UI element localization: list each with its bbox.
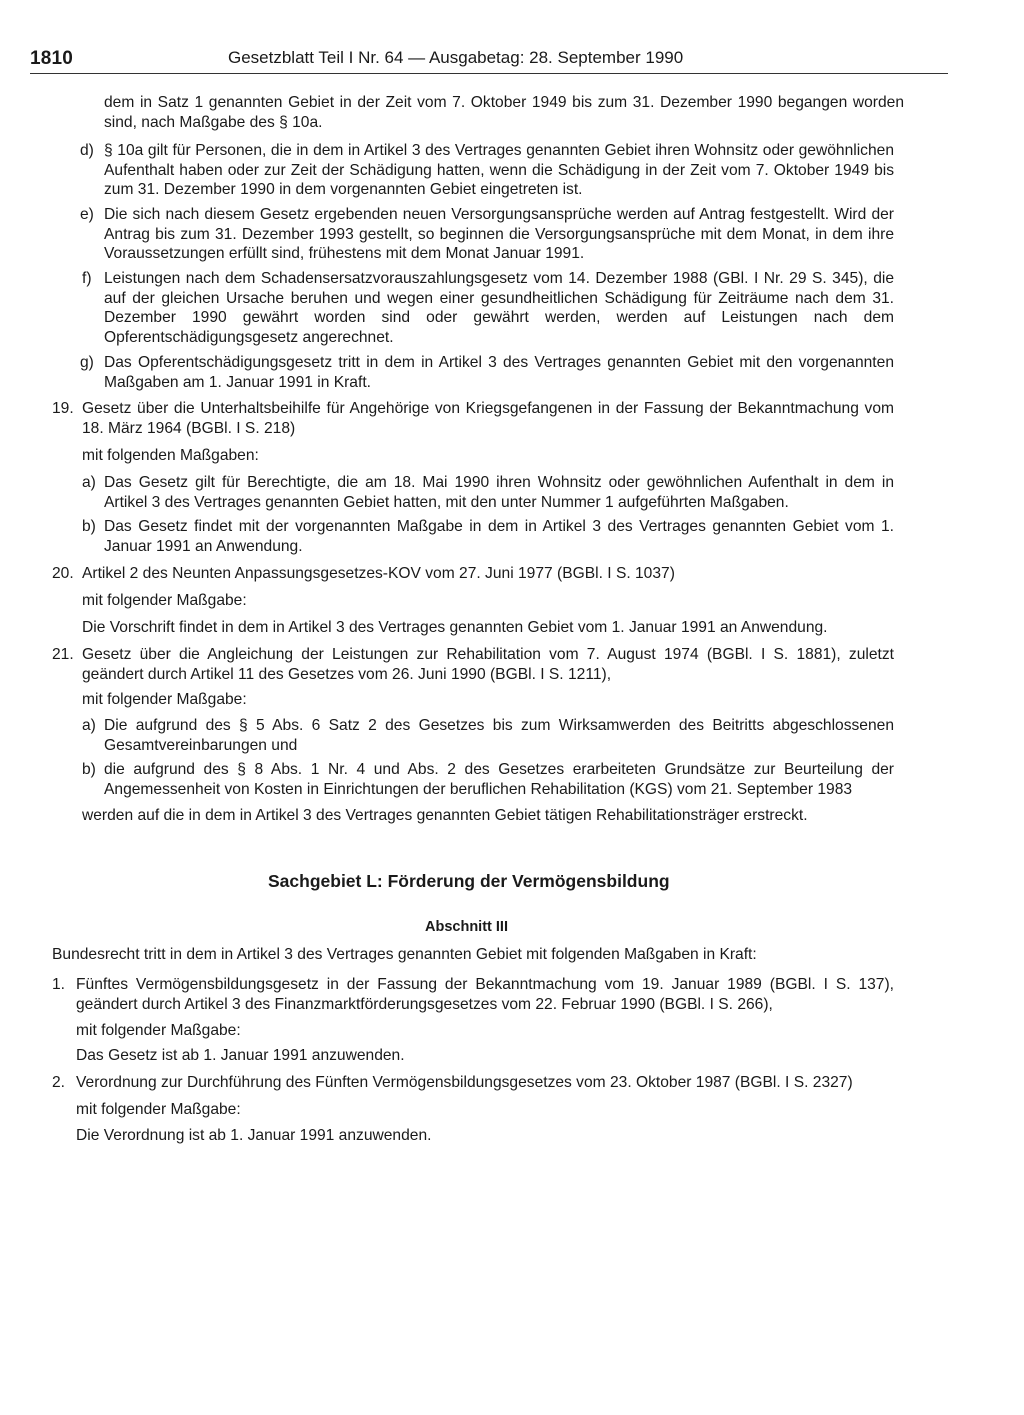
- item-f-text: Leistungen nach dem Schadensersatzvorauszahlungsgesetz vom 14. Dezember 1988 (GBl. I Nr. 29 S. 345), die auf der gleichen Ursache beruhen und wegen einer gesundheitlichen Schädigung für Zeiträume nach dem 31. Dezember 1990 gewährt worden sind oder gewährt werden, werden auf Leistungen nach dem Opferentschädigungsgesetz angerechnet.: [104, 270, 894, 346]
- item-e-text: Die sich nach diesem Gesetz ergebenden neuen Versorgungsansprüche werden auf Antrag festgestellt. Wird der Antrag bis zum 31. Dezember 1993 gestellt, so beginnen die Versorgungsansprüche mit dem Monat, in dem ihre Voraussetzungen erfüllt sind, frühestens mit dem Monat Januar 1991.: [104, 206, 894, 262]
- section-item-1-lead: mit folgender Maßgabe:: [76, 1022, 241, 1039]
- item-19a-text: Das Gesetz gilt für Berechtigte, die am 18. Mai 1990 ihren Wohnsitz oder gewöhnlichen Aufenthalt in dem in Artikel 3 des Vertrages genannten Gebiet hatten, mit den unter Nummer 1 aufgeführten Maßgaben.: [104, 474, 894, 511]
- item-19-lead: mit folgenden Maßgaben:: [82, 447, 259, 464]
- section-title: Sachgebiet L: Förderung der Vermögensbildung: [268, 871, 670, 891]
- section-item-1-text: Fünftes Vermögensbildungsgesetz in der Fassung der Bekanntmachung vom 19. Januar 1989 (BGBl. I S. 137), geändert durch Artikel 3 des Finanzmarktförderungsgesetzes vom 22. Februar 1990 (BGBl. I S. 266),: [76, 976, 894, 1013]
- running-head: Gesetzblatt Teil I Nr. 64 — Ausgabetag: 28. September 1990: [228, 48, 684, 67]
- item-marker: b): [82, 761, 96, 778]
- item-21a-text: Die aufgrund des § 5 Abs. 6 Satz 2 des Gesetzes bis zum Wirksamwerden des Beitritts abgeschlossenen Gesamtvereinbarungen und: [104, 717, 894, 754]
- item-d-text: § 10a gilt für Personen, die in dem in Artikel 3 des Vertrages genannten Gebiet ihren Wohnsitz oder gewöhnlichen Aufenthalt haben oder zur Zeit der Schädigung hatten, wenn die Schädigung in der Zeit vom 7. Oktober 1949 bis zum 31. Dezember 1990 in dem vorgenannten Gebiet eingetreten ist.: [104, 142, 894, 198]
- header-rule: [30, 73, 948, 74]
- item-marker: g): [80, 354, 94, 371]
- item-20-text: Artikel 2 des Neunten Anpassungsgesetzes-KOV vom 27. Juni 1977 (BGBl. I S. 1037): [82, 565, 675, 582]
- section-item-1-rule: Das Gesetz ist ab 1. Januar 1991 anzuwenden.: [76, 1047, 405, 1064]
- item-g-text: Das Opferentschädigungsgesetz tritt in dem in Artikel 3 des Vertrages genannten Gebiet mit den vorgenannten Maßgaben am 1. Januar 1991 in Kraft.: [104, 354, 894, 391]
- item-number: 21.: [52, 646, 74, 663]
- item-20-rule: Die Vorschrift findet in dem in Artikel 3 des Vertrages genannten Gebiet vom 1. Januar 1991 an Anwendung.: [82, 619, 828, 636]
- page-number: 1810: [30, 48, 74, 69]
- item-number: 2.: [52, 1074, 66, 1091]
- item-21-closing: werden auf die in dem in Artikel 3 des Vertrages genannten Gebiet tätigen Rehabilitationsträger erstreckt.: [82, 807, 808, 824]
- page-header: [30, 48, 948, 74]
- section-item-2-rule: Die Verordnung ist ab 1. Januar 1991 anzuwenden.: [76, 1127, 432, 1144]
- item-20-lead: mit folgender Maßgabe:: [82, 592, 247, 609]
- item-21-lead: mit folgender Maßgabe:: [82, 691, 247, 708]
- item-19-text: Gesetz über die Unterhaltsbeihilfe für Angehörige von Kriegsgefangenen in der Fassung der Bekanntmachung vom 18. März 1964 (BGBl. I S. 218): [82, 400, 894, 437]
- item-number: 19.: [52, 400, 74, 417]
- section-item-2-lead: mit folgender Maßgabe:: [76, 1101, 241, 1118]
- paragraph-continuation: dem in Satz 1 genannten Gebiet in der Zeit vom 7. Oktober 1949 bis zum 31. Dezember 1990 begangen worden sind, nach Maßgabe des § 10a.: [104, 94, 904, 131]
- item-marker: e): [80, 206, 94, 223]
- item-21b-text: die aufgrund des § 8 Abs. 1 Nr. 4 und Abs. 2 des Gesetzes erarbeiteten Grundsätze zur Beurteilung der Angemessenheit von Kosten in Einrichtungen der beruflichen Rehabilitation (KGS) vom 21. September 1983: [104, 761, 894, 798]
- item-19b-text: Das Gesetz findet mit der vorgenannten Maßgabe in dem in Artikel 3 des Vertrages genannten Gebiet vom 1. Januar 1991 an Anwendung.: [104, 518, 894, 555]
- item-marker: f): [82, 270, 92, 287]
- item-21-text: Gesetz über die Angleichung der Leistungen zur Rehabilitation vom 7. August 1974 (BGBl. I S. 1881), zuletzt geändert durch Artikel 11 des Gesetzes vom 26. Juni 1990 (BGBl. I S. 1211),: [82, 646, 894, 683]
- item-number: 20.: [52, 565, 74, 582]
- section-intro: Bundesrecht tritt in dem in Artikel 3 des Vertrages genannten Gebiet mit folgenden Maßgaben in Kraft:: [52, 946, 757, 963]
- section-subtitle: Abschnitt III: [425, 919, 508, 935]
- section-item-2-text: Verordnung zur Durchführung des Fünften Vermögensbildungsgesetzes vom 23. Oktober 1987 (BGBl. I S. 2327): [76, 1074, 853, 1091]
- item-marker: d): [80, 142, 94, 159]
- item-marker: a): [82, 474, 96, 491]
- item-number: 1.: [52, 976, 66, 993]
- item-marker: a): [82, 717, 96, 734]
- item-marker: b): [82, 518, 96, 535]
